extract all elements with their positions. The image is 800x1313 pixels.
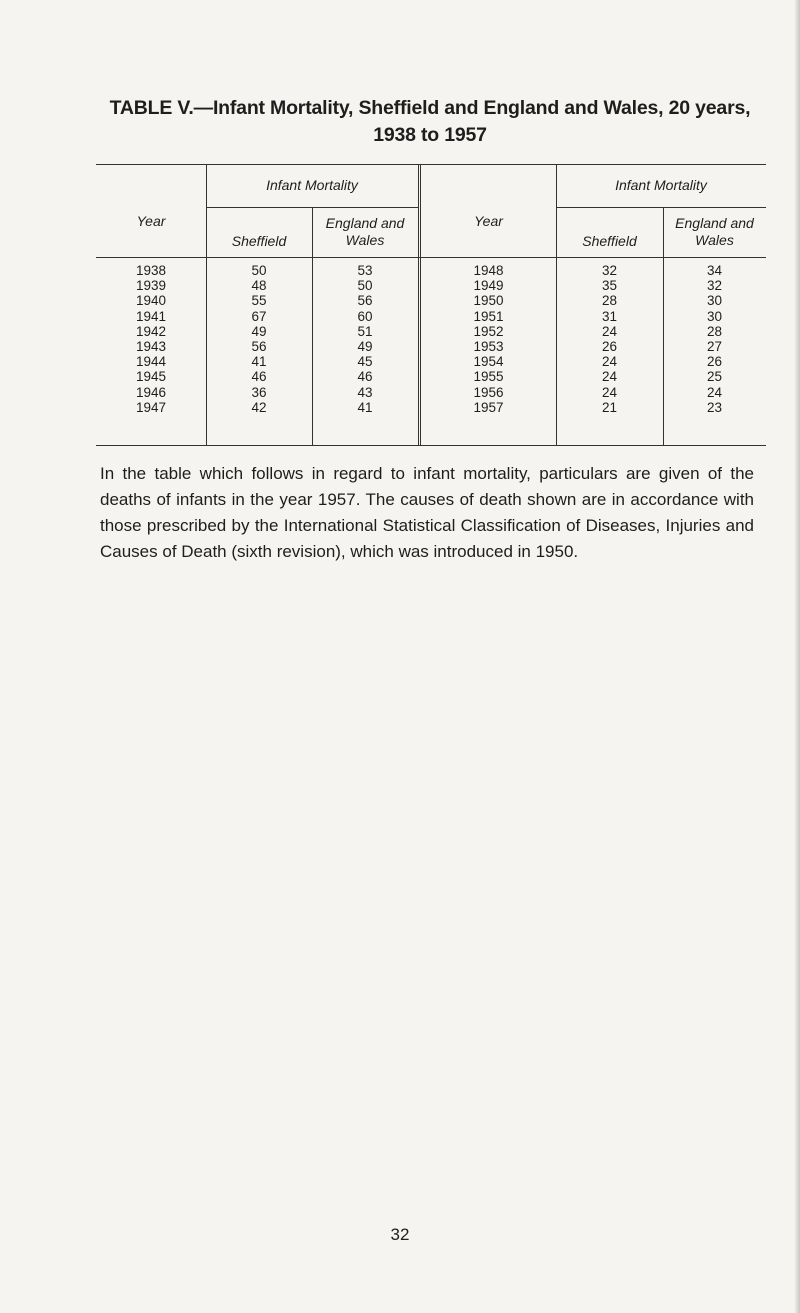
table-cell: 60 <box>357 308 373 324</box>
table-cell: 1948 <box>473 263 504 278</box>
table-cell: 51 <box>357 323 373 339</box>
table-cell: 27 <box>706 338 723 354</box>
table-cell: 48 <box>251 278 267 294</box>
table-cell: 24 <box>601 323 618 339</box>
header-infant-mortality-right: Infant Mortality <box>615 177 707 193</box>
table-title-line-2: 1938 to 1957 <box>373 124 487 146</box>
rule-under-group-left <box>206 207 418 208</box>
column-sheffield-left <box>206 263 312 415</box>
table-cell: 67 <box>251 308 267 324</box>
table-cell: 31 <box>601 308 618 324</box>
table-cell: 1944 <box>135 354 167 370</box>
infant-mortality-table <box>96 164 766 446</box>
table-cell: 1945 <box>135 369 167 385</box>
table-cell: 24 <box>601 369 618 385</box>
table-cell: 30 <box>706 308 723 324</box>
rule-under-headers <box>96 257 766 258</box>
table-cell: 34 <box>706 263 723 278</box>
table-cell: 46 <box>357 369 373 385</box>
table-cell: 1941 <box>135 308 167 324</box>
table-cell: 21 <box>601 399 618 415</box>
page-edge-shadow <box>794 0 800 1313</box>
table-cell: 23 <box>706 399 723 415</box>
header-sheffield-left: Sheffield <box>231 233 287 249</box>
table-cell: 28 <box>601 293 618 309</box>
column-year-left <box>96 263 206 415</box>
table-cell: 55 <box>251 293 267 309</box>
table-cell: 24 <box>706 384 723 400</box>
table-title <box>100 95 760 149</box>
table-cell: 32 <box>601 263 618 278</box>
table-cell: 56 <box>251 338 267 354</box>
table-cell: 1939 <box>135 278 167 294</box>
table-cell: 50 <box>357 278 373 294</box>
table-cell: 1943 <box>135 338 167 354</box>
header-infant-mortality-left: Infant Mortality <box>266 177 358 193</box>
table-cell: 1952 <box>473 323 504 339</box>
table-cell: 50 <box>251 263 267 278</box>
table-cell: 1953 <box>473 338 504 354</box>
table-title-line-1: TABLE V.—Infant Mortality, Sheffield and England and Wales, 20 years, <box>109 97 751 119</box>
table-cell: 1940 <box>135 293 167 309</box>
table-cell: 35 <box>601 278 618 294</box>
page-number: 32 <box>390 1225 410 1244</box>
column-england-left <box>312 263 418 415</box>
table-cell: 32 <box>706 278 723 294</box>
body-paragraph: In the table which follows in regard to infant mortality, particulars are given of the deaths of infants in the year 1957. The causes of death shown are in accordance with those prescribed by the International Statistical Classification of Diseases, Injuries and Causes of Death (sixth revision), which was introduced in 1950. <box>100 464 754 561</box>
table-cell: 1946 <box>135 384 167 400</box>
header-year-left: Year <box>136 213 166 229</box>
header-sheffield-right: Sheffield <box>582 233 637 249</box>
table-cell: 1942 <box>135 323 167 339</box>
rule-under-group-right <box>556 207 766 208</box>
table-cell: 56 <box>357 293 373 309</box>
table-cell: 46 <box>251 369 267 385</box>
table-cell: 1950 <box>473 293 504 309</box>
table-cell: 36 <box>251 384 267 400</box>
column-sheffield-right <box>556 263 663 415</box>
table-cell: 24 <box>601 384 618 400</box>
table-cell: 26 <box>706 354 723 370</box>
table-cell: 1956 <box>473 384 504 400</box>
table-cell: 43 <box>357 384 373 400</box>
table-cell: 1938 <box>135 263 167 278</box>
header-england-left: England and Wales <box>325 215 405 248</box>
table-cell: 45 <box>357 354 373 370</box>
table-cell: 41 <box>357 399 373 415</box>
table-cell: 1947 <box>135 399 167 415</box>
table-cell: 41 <box>251 354 267 370</box>
table-cell: 1957 <box>473 399 504 415</box>
table-cell: 28 <box>706 323 723 339</box>
table-cell: 1951 <box>473 308 504 324</box>
table-cell: 49 <box>357 338 373 354</box>
table-cell: 30 <box>706 293 723 309</box>
table-cell: 1949 <box>473 278 504 294</box>
table-cell: 25 <box>706 369 723 385</box>
table-cell: 53 <box>357 263 373 278</box>
header-year-right: Year <box>474 213 503 229</box>
table-cell: 1955 <box>473 369 504 385</box>
column-year-right <box>421 263 556 415</box>
header-england-right: England and Wales <box>675 215 754 248</box>
column-england-right <box>663 263 766 415</box>
table-cell: 24 <box>601 354 618 370</box>
table-cell: 1954 <box>473 354 504 370</box>
table-cell: 42 <box>251 399 267 415</box>
table-cell: 26 <box>601 338 618 354</box>
table-cell: 49 <box>251 323 267 339</box>
